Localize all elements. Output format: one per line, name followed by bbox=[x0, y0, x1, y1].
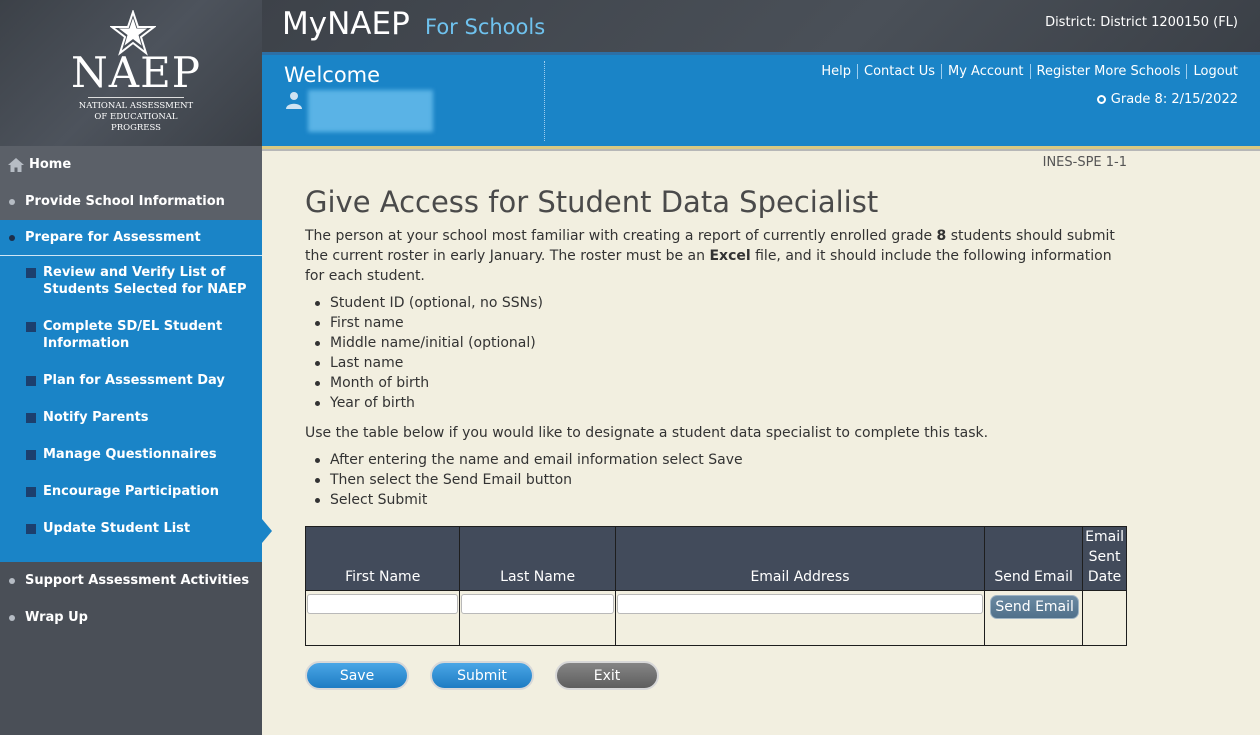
user-icon bbox=[285, 91, 303, 109]
email-cell bbox=[615, 591, 984, 646]
bullet-icon bbox=[9, 615, 15, 621]
table-row bbox=[306, 591, 1127, 646]
subnav-manage-questionnaires[interactable] bbox=[0, 446, 262, 463]
intro-paragraph bbox=[305, 226, 1130, 286]
bullet-icon bbox=[9, 578, 15, 584]
logo-divider bbox=[88, 97, 184, 98]
col-last-name: Last Name bbox=[460, 527, 615, 591]
square-bullet-icon bbox=[26, 268, 36, 278]
subnav-label: Plan for Assessment Day bbox=[43, 373, 225, 388]
user-name-redacted bbox=[308, 90, 433, 132]
intro-text: The person at your school most familiar with creating a report of currently enrolled grade bbox=[305, 228, 937, 244]
subnav-label: Review and Verify List of Students Selected for NAEP bbox=[43, 265, 247, 297]
list-item: Last name bbox=[305, 353, 1130, 373]
nav-label: Provide School Information bbox=[25, 194, 225, 209]
district-label: District: District 1200150 (FL) bbox=[1045, 15, 1238, 30]
subnav-update-student-list[interactable] bbox=[0, 520, 262, 537]
logout-link[interactable]: Logout bbox=[1193, 64, 1238, 79]
subnav-encourage-participation[interactable] bbox=[0, 483, 262, 500]
logo-subtitle-line: OF EDUCATIONAL bbox=[94, 112, 178, 122]
header-divider bbox=[544, 61, 545, 141]
help-link[interactable]: Help bbox=[815, 64, 858, 79]
list-item: First name bbox=[305, 313, 1130, 333]
required-fields-list bbox=[305, 293, 1130, 413]
subnav-label: Encourage Participation bbox=[43, 484, 219, 499]
nav-prepare-for-assessment[interactable] bbox=[0, 220, 262, 256]
nav-support-assessment-activities[interactable] bbox=[0, 562, 262, 599]
nav-home[interactable] bbox=[0, 146, 262, 183]
excel-label: Excel bbox=[709, 248, 751, 264]
subnav-plan-assessment-day[interactable] bbox=[0, 372, 262, 389]
grade-value: 8 bbox=[936, 228, 947, 244]
top-bar bbox=[262, 0, 1260, 52]
col-email-sent-date: Email Sent Date bbox=[1083, 527, 1127, 591]
list-item: After entering the name and email information select Save bbox=[305, 450, 1130, 470]
welcome-bar bbox=[262, 52, 1260, 146]
active-item-pointer-icon bbox=[262, 519, 272, 543]
square-bullet-icon bbox=[26, 322, 36, 332]
intro-text: file, and it should include the following information for each student. bbox=[305, 248, 1112, 284]
main-content bbox=[305, 185, 1130, 520]
list-item: Then select the Send Email button bbox=[305, 470, 1130, 490]
square-bullet-icon bbox=[26, 450, 36, 460]
subnav-notify-parents[interactable] bbox=[0, 409, 262, 426]
square-bullet-icon bbox=[26, 413, 36, 423]
list-item: Student ID (optional, no SSNs) bbox=[305, 293, 1130, 313]
list-item: Year of birth bbox=[305, 393, 1130, 413]
col-email-address: Email Address bbox=[615, 527, 984, 591]
logo-subtitle bbox=[0, 101, 272, 134]
contact-us-link[interactable]: Contact Us bbox=[858, 64, 942, 79]
email-input[interactable] bbox=[617, 594, 983, 614]
last-name-input[interactable] bbox=[461, 594, 613, 614]
bullet-icon bbox=[9, 235, 15, 241]
table-instruction: Use the table below if you would like to designate a student data specialist to complete this task. bbox=[305, 425, 989, 441]
radio-icon bbox=[1097, 95, 1106, 104]
square-bullet-icon bbox=[26, 376, 36, 386]
first-name-input[interactable] bbox=[307, 594, 458, 614]
grade-date-label: Grade 8: 2/15/2022 bbox=[1110, 92, 1238, 107]
steps-list bbox=[305, 450, 1130, 510]
send-email-cell bbox=[985, 591, 1083, 646]
subnav-label: Complete SD/EL Student Information bbox=[43, 319, 223, 351]
table-header-row bbox=[306, 527, 1127, 591]
subnav-label: Update Student List bbox=[43, 521, 191, 536]
naep-logo[interactable] bbox=[0, 0, 262, 146]
grade-selector[interactable] bbox=[1097, 92, 1238, 107]
header-links bbox=[815, 64, 1238, 79]
logo-subtitle-line: PROGRESS bbox=[111, 123, 161, 133]
square-bullet-icon bbox=[26, 524, 36, 534]
nav-home-label: Home bbox=[29, 157, 72, 172]
col-first-name: First Name bbox=[306, 527, 460, 591]
last-name-cell bbox=[460, 591, 615, 646]
sent-date-cell bbox=[1083, 591, 1127, 646]
main-nav bbox=[0, 146, 262, 636]
app-subtitle: For Schools bbox=[425, 15, 546, 39]
logo-text: NAEP bbox=[71, 48, 201, 97]
register-more-schools-link[interactable]: Register More Schools bbox=[1031, 64, 1188, 79]
prepare-subnav bbox=[0, 256, 262, 562]
send-email-button[interactable]: Send Email bbox=[990, 595, 1079, 619]
col-send-email: Send Email bbox=[985, 527, 1083, 591]
header-shadow-rule bbox=[262, 149, 1260, 151]
subnav-complete-sd-el[interactable] bbox=[0, 318, 262, 352]
save-button[interactable]: Save bbox=[305, 661, 409, 690]
submit-button[interactable]: Submit bbox=[430, 661, 534, 690]
list-item: Month of birth bbox=[305, 373, 1130, 393]
subnav-label: Notify Parents bbox=[43, 410, 149, 425]
page-code: INES-SPE 1-1 bbox=[1042, 155, 1127, 170]
square-bullet-icon bbox=[26, 487, 36, 497]
intro-text: students should submit the current roster in early January. The roster must be an bbox=[305, 228, 1115, 264]
app-title: MyNAEP bbox=[282, 6, 410, 42]
subnav-label: Manage Questionnaires bbox=[43, 447, 217, 462]
subnav-review-verify-list[interactable] bbox=[0, 264, 262, 298]
nav-label: Support Assessment Activities bbox=[25, 573, 250, 588]
list-item: Select Submit bbox=[305, 490, 1130, 510]
specialist-table bbox=[305, 526, 1127, 646]
first-name-cell bbox=[306, 591, 460, 646]
nav-wrap-up[interactable] bbox=[0, 599, 262, 636]
page-title: Give Access for Student Data Specialist bbox=[305, 185, 879, 219]
home-icon bbox=[8, 158, 24, 172]
nav-label: Wrap Up bbox=[25, 610, 88, 625]
bullet-icon bbox=[9, 199, 15, 205]
list-item: Middle name/initial (optional) bbox=[305, 333, 1130, 353]
sidebar bbox=[0, 0, 262, 735]
nav-provide-school-information[interactable] bbox=[0, 183, 262, 220]
welcome-title: Welcome bbox=[284, 63, 381, 87]
logo-subtitle-line: NATIONAL ASSESSMENT bbox=[78, 101, 194, 111]
my-account-link[interactable]: My Account bbox=[942, 64, 1031, 79]
nav-label: Prepare for Assessment bbox=[25, 230, 201, 245]
exit-button[interactable]: Exit bbox=[555, 661, 659, 690]
